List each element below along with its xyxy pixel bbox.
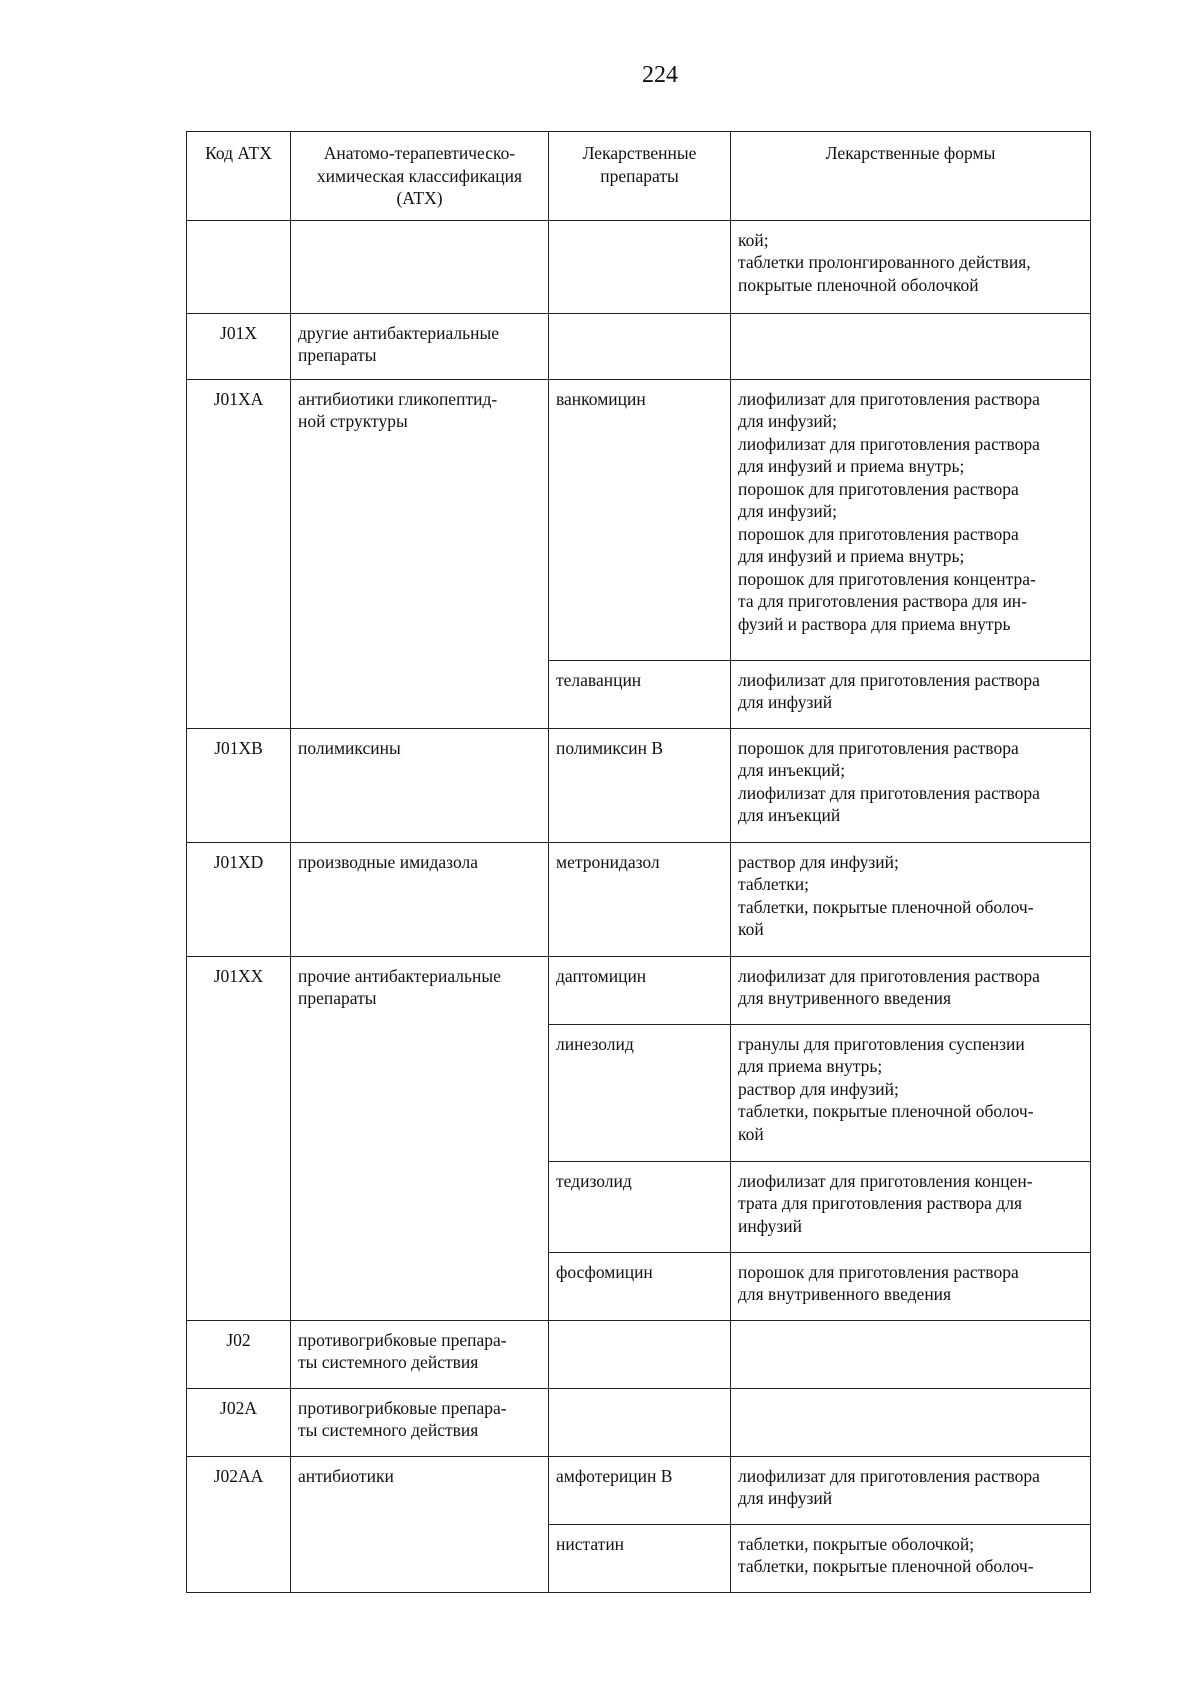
forms-line: порошок для приготовления раствора — [738, 523, 1019, 544]
code-cell: J01XX — [187, 956, 291, 1320]
forms-cell — [731, 660, 1091, 728]
table-row — [187, 1456, 1091, 1524]
drug-cell: ванкомицин — [549, 379, 731, 660]
forms-line: лиофилизат для приготовления раствора — [738, 782, 1040, 803]
drug-cell: даптомицин — [549, 956, 731, 1024]
table-row — [187, 842, 1091, 956]
forms-line: для инфузий — [738, 1488, 833, 1508]
forms-line: таблетки, покрытые пленочной оболоч- — [738, 1101, 1034, 1121]
table-row — [187, 313, 1091, 379]
forms-cell — [731, 1024, 1091, 1161]
classification-cell — [291, 379, 549, 728]
code-cell: J02A — [187, 1388, 291, 1456]
forms-line: лиофилизат для приготовления раствора — [738, 433, 1040, 454]
header-classification: Анатомо-терапевтическо-химическая классификация (АТХ) — [291, 132, 549, 221]
table-row — [187, 220, 1091, 313]
classification-line: препараты — [298, 345, 377, 365]
drug-cell: фосфомицин — [549, 1252, 731, 1320]
forms-line: лиофилизат для приготовления концен- — [738, 1170, 1033, 1191]
code-cell: J02 — [187, 1320, 291, 1388]
drug-cell: амфотерицин В — [549, 1456, 731, 1524]
forms-line: порошок для приготовления раствора — [738, 737, 1019, 758]
header-forms: Лекарственные формы — [731, 132, 1091, 221]
code-cell — [187, 220, 291, 313]
forms-cell — [731, 379, 1091, 660]
atx-table — [186, 131, 1091, 1593]
forms-line: для внутривенного введения — [738, 1284, 952, 1304]
code-cell: J01X — [187, 313, 291, 379]
drug-cell: линезолид — [549, 1024, 731, 1161]
forms-cell — [731, 1320, 1091, 1388]
classification-cell — [291, 220, 549, 313]
forms-line: для приема внутрь; — [738, 1056, 883, 1076]
forms-cell — [731, 1456, 1091, 1524]
classification-cell — [291, 1388, 549, 1456]
forms-line: покрытые пленочной оболочкой — [738, 274, 979, 295]
forms-line: инфузий — [738, 1215, 803, 1236]
forms-line: для инфузий; — [738, 411, 837, 431]
forms-line: таблетки, покрытые пленочной оболоч- — [738, 1556, 1034, 1576]
code-cell: J01XB — [187, 728, 291, 842]
table-header-row — [187, 132, 1091, 221]
forms-line: для инфузий; — [738, 501, 837, 521]
classification-line: антибиотики гликопептид- — [298, 388, 498, 409]
drug-cell — [549, 220, 731, 313]
forms-line: лиофилизат для приготовления раствора — [738, 965, 1040, 986]
classification-line: ной структуры — [298, 411, 408, 431]
table-row — [187, 956, 1091, 1024]
drug-cell — [549, 1320, 731, 1388]
forms-cell — [731, 842, 1091, 956]
forms-cell — [731, 1252, 1091, 1320]
forms-line: лиофилизат для приготовления раствора — [738, 1465, 1040, 1486]
classification-line: препараты — [298, 988, 377, 1008]
forms-line: для инъекций; — [738, 760, 846, 780]
drug-cell: метронидазол — [549, 842, 731, 956]
drug-cell: полимиксин В — [549, 728, 731, 842]
classification-cell — [291, 313, 549, 379]
forms-line: кой; — [738, 229, 769, 250]
forms-line: гранулы для приготовления суспензии — [738, 1033, 1025, 1054]
classification-cell: полимиксины — [291, 728, 549, 842]
forms-line: кой — [738, 1123, 764, 1144]
forms-line: для инфузий — [738, 692, 833, 712]
table-row — [187, 728, 1091, 842]
forms-line: кой — [738, 919, 764, 939]
header-code: Код АТХ — [187, 132, 291, 221]
forms-line: для инъекций — [738, 805, 841, 825]
forms-line: раствор для инфузий; — [738, 851, 899, 872]
forms-cell — [731, 1388, 1091, 1456]
forms-line: фузий и раствора для приема внутрь — [738, 613, 1011, 634]
forms-cell — [731, 728, 1091, 842]
forms-line: порошок для приготовления концентра- — [738, 568, 1036, 589]
forms-line: таблетки, покрытые пленочной оболоч- — [738, 896, 1034, 917]
forms-line: для инфузий и приема внутрь; — [738, 456, 965, 476]
forms-cell — [731, 220, 1091, 313]
table-row — [187, 1388, 1091, 1456]
forms-line: порошок для приготовления раствора — [738, 1261, 1019, 1282]
forms-line: таблетки; — [738, 874, 809, 894]
forms-line: раствор для инфузий; — [738, 1078, 899, 1099]
classification-cell — [291, 956, 549, 1320]
classification-line: противогрибковые препара- — [298, 1329, 507, 1350]
drug-cell — [549, 313, 731, 379]
code-cell: J01XA — [187, 379, 291, 728]
classification-cell: производные имидазола — [291, 842, 549, 956]
header-drugs: Лекарственные препараты — [549, 132, 731, 221]
forms-line: лиофилизат для приготовления раствора — [738, 388, 1040, 409]
page-number: 224 — [642, 62, 678, 88]
forms-cell — [731, 313, 1091, 379]
forms-line: порошок для приготовления раствора — [738, 478, 1019, 499]
forms-line: лиофилизат для приготовления раствора — [738, 669, 1040, 690]
classification-cell: антибиотики — [291, 1456, 549, 1592]
drug-cell: тедизолид — [549, 1161, 731, 1252]
drug-cell — [549, 1388, 731, 1456]
forms-line: таблетки, покрытые оболочкой; — [738, 1533, 975, 1554]
forms-line: таблетки пролонгированного действия, — [738, 252, 1031, 272]
forms-line: та для приготовления раствора для ин- — [738, 591, 1027, 611]
table-row — [187, 379, 1091, 660]
forms-cell — [731, 1161, 1091, 1252]
classification-line: другие антибактериальные — [298, 322, 500, 343]
forms-cell — [731, 1524, 1091, 1592]
drug-cell: телаванцин — [549, 660, 731, 728]
classification-line: прочие антибактериальные — [298, 965, 501, 986]
classification-line: ты системного действия — [298, 1352, 479, 1372]
classification-line: ты системного действия — [298, 1420, 479, 1440]
classification-line: противогрибковые препара- — [298, 1397, 507, 1418]
classification-cell — [291, 1320, 549, 1388]
code-cell: J02AA — [187, 1456, 291, 1592]
forms-line: трата для приготовления раствора для — [738, 1193, 1022, 1213]
table-row — [187, 1320, 1091, 1388]
forms-cell — [731, 956, 1091, 1024]
code-cell: J01XD — [187, 842, 291, 956]
forms-line: для внутривенного введения — [738, 988, 952, 1008]
forms-line: для инфузий и приема внутрь; — [738, 546, 965, 566]
drug-cell: нистатин — [549, 1524, 731, 1592]
